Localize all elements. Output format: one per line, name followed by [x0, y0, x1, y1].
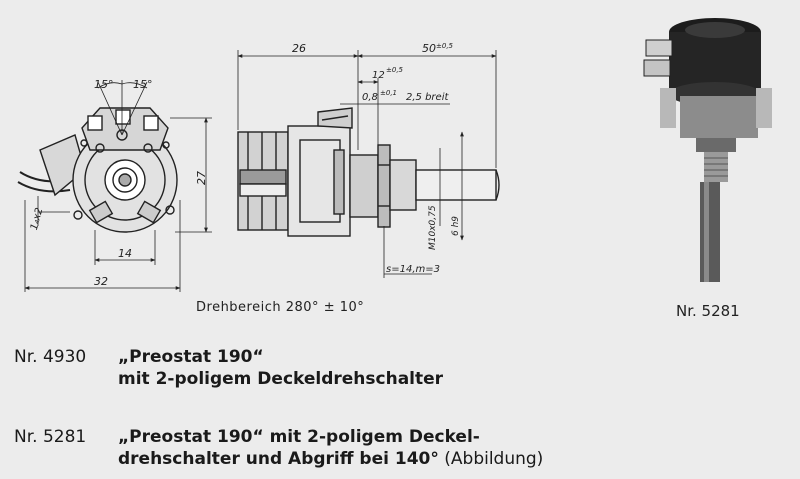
photo-label: Nr. 5281 — [676, 302, 740, 320]
dim-front-width-outer: 32 — [94, 275, 108, 288]
product-entry-4930 — [14, 346, 794, 390]
rotation-range-caption: Drehbereich 280° ± 10° — [196, 300, 365, 315]
dim-angle-left: 15° — [94, 78, 114, 91]
dim-side-shaft: 6 h9 — [451, 215, 461, 236]
dim-front-width-inner: 14 — [118, 247, 132, 260]
dim-front-height: 27 — [195, 171, 208, 185]
dim-side-08-tol: ±0,1 — [380, 89, 397, 97]
product-number: Nr. 5281 — [14, 427, 87, 447]
dim-side-breit: 2,5 breit — [406, 92, 449, 103]
dim-side-08: 0,8 — [362, 92, 378, 103]
front-view — [18, 80, 212, 292]
product-title: „Preostat 190“ — [118, 347, 264, 367]
dim-angle-right: 15° — [133, 78, 153, 91]
product-description-suffix: (Abbildung) — [438, 449, 544, 469]
product-description: mit 2-poligem Deckeldrehschalter — [118, 369, 444, 389]
product-photo — [644, 18, 772, 282]
dim-side-12-tol: ±0,5 — [386, 66, 403, 74]
side-view — [238, 50, 499, 278]
dim-front-tab: 1₄x2 — [28, 206, 46, 232]
product-title: „Preostat 190“ mit 2-poligem Deckel- — [118, 427, 480, 447]
dim-side-50-tol: ±0,5 — [436, 42, 453, 50]
product-description — [118, 448, 543, 470]
dim-side-nut: s=14,m=3 — [386, 264, 440, 275]
dim-side-50: 50 — [422, 42, 436, 55]
dim-side-thread: M10x0,75 — [428, 205, 438, 250]
dim-side-12: 12 — [372, 70, 385, 81]
product-number: Nr. 4930 — [14, 347, 87, 367]
dim-side-26: 26 — [292, 42, 306, 55]
product-entry-5281 — [14, 426, 794, 470]
product-description-bold: drehschalter und Abgriff bei 140° — [118, 449, 439, 469]
